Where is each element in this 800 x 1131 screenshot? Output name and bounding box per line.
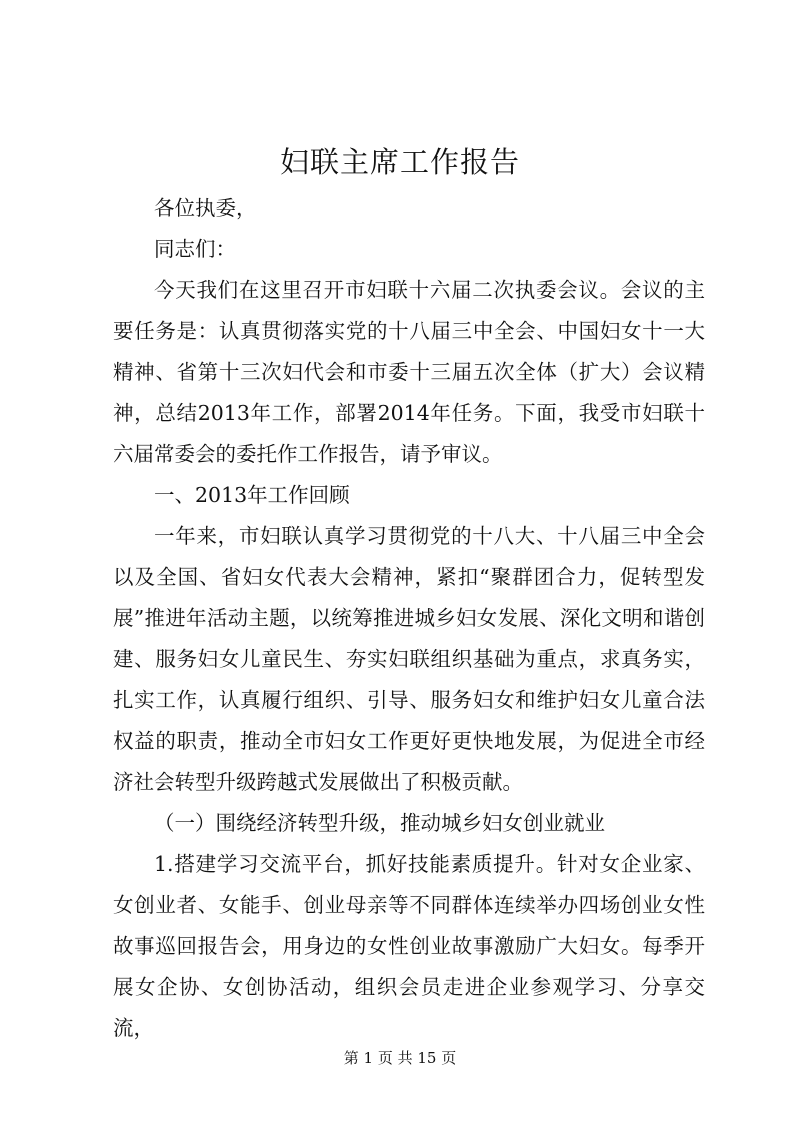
page-footer: 第 1 页 共 15 页 — [343, 1049, 457, 1067]
document-body — [113, 188, 705, 1049]
document-title: 妇联主席工作报告 — [279, 145, 520, 179]
body-paragraph: 一年来，市妇联认真学习贯彻党的十八大、十八届三中全会以及全国、省妇女代表大会精神，紧扣“聚群团合力，促转型发展”推进年活动主题，以统筹推进城乡妇女发展、深化文明和谐创建、服务妇女儿童民生、夯实妇联组织基础为重点，求真务实，扎实工作，认真履行组织、引导、服务妇女和维护妇女儿童合法权益的职责，推动全市妇女工作更好更快地发展，为促进全市经济社会转型升级跨越式发展做出了积极贡献。 — [113, 524, 705, 794]
salutation-line: 各位执委， — [154, 196, 257, 220]
intro-paragraph: 今天我们在这里召开市妇联十六届二次执委会议。会议的主要任务是：认真贯彻落实党的十八届三中全会、中国妇女十一大精神、省第十三次妇代会和市委十三届五次全体（扩大）会议精神，总结2013年工作，部署2014年任务。下面，我受市妇联十六届常委会的委托作工作报告，请予审议。 — [113, 278, 705, 466]
section-heading: 一、2013年工作回顾 — [154, 483, 350, 507]
subsection-heading: （一）围绕经济转型升级，推动城乡妇女创业就业 — [154, 811, 605, 835]
salutation-line: 同志们： — [154, 237, 236, 261]
body-paragraph: 1.搭建学习交流平台，抓好技能素质提升。针对女企业家、女创业者、女能手、创业母亲等不同群体连续举办四场创业女性故事巡回报告会，用身边的女性创业故事激励广大妇女。每季开展女企协、女创协活动，组织会员走进企业参观学习、分享交流， — [113, 852, 705, 1040]
